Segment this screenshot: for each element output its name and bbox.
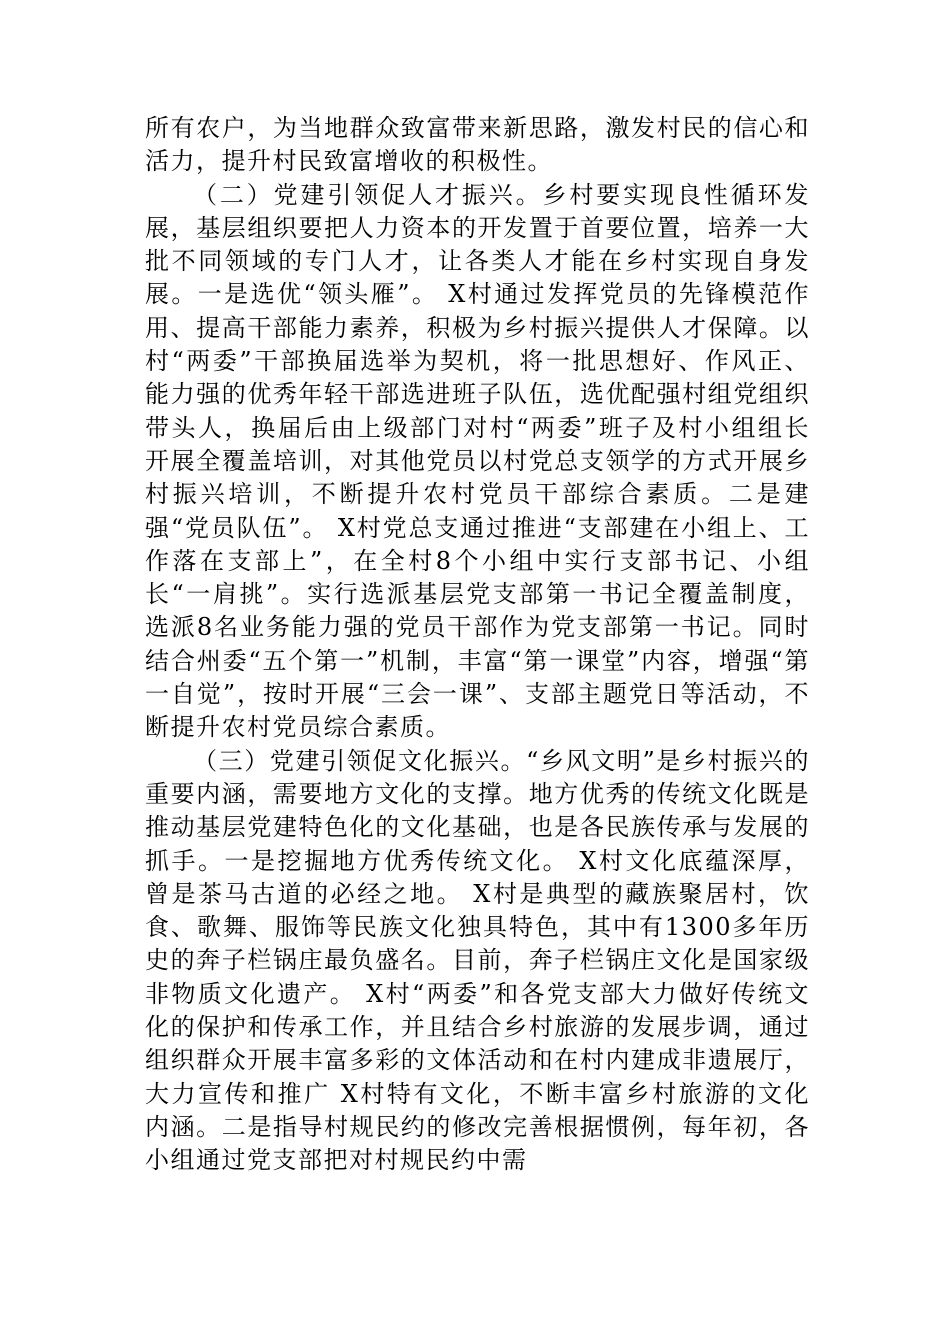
document-page	[145, 112, 810, 1178]
paragraph-1: 所有农户，为当地群众致富带来新思路，激发村民的信心和活力，提升村民致富增收的积极性。	[145, 114, 810, 176]
paragraph-3-culture-revitalization: （三）党建引领促文化振兴。“乡风文明”是乡村振兴的重要内涵，需要地方文化的支撑。地方优秀的传统文化既是推动基层党建特色化的文化基础，也是各民族传承与发展的抓手。一是挖掘地方优秀传统文化。 X村文化底蕴深厚，曾是茶马古道的必经之地。 X村是典型的藏族聚居村，饮食、歌舞、服饰等民族文化独具特色，其中有1300多年历史的奔子栏锅庄最负盛名。目前，奔子栏锅庄文化是国家级非物质文化遗产。 X村“两委”和各党支部大力做好传统文化的保护和传承工作，并且结合乡村旅游的发展步调，通过组织群众开展丰富多彩的文体活动和在村内建成非遗展厅，大力宣传和推广 X村特有文化，不断丰富乡村旅游的文化内涵。二是指导村规民约的修改完善根据惯例，每年初，各小组通过党支部把对村规民约中需	[145, 746, 810, 1175]
paragraph-2-talent-revitalization: （二）党建引领促人才振兴。乡村要实现良性循环发展，基层组织要把人力资本的开发置于首要位置，培养一大批不同领域的专门人才，让各类人才能在乡村实现自身发展。一是选优“领头雁”。 X村通过发挥党员的先锋模范作用、提高干部能力素养，积极为乡村振兴提供人才保障。以村“两委”干部换届选举为契机，将一批思想好、作风正、能力强的优秀年轻干部选进班子队伍，选优配强村组党组织带头人，换届后由上级部门对村“两委”班子及村小组组长开展全覆盖培训，对其他党员以村党总支领学的方式开展乡村振兴培训，不断提升农村党员干部综合素质。二是建强“党员队伍”。 X村党总支通过推进“支部建在小组上、工作落在支部上”，在全村8个小组中实行支部书记、小组长“一肩挑”。实行选派基层党支部第一书记全覆盖制度，选派8名业务能力强的党员干部作为党支部第一书记。同时结合州委“五个第一”机制，丰富“第一课堂”内容，增强“第一自觉”，按时开展“三会一课”、支部主题党日等活动，不断提升农村党员综合素质。	[145, 180, 810, 742]
